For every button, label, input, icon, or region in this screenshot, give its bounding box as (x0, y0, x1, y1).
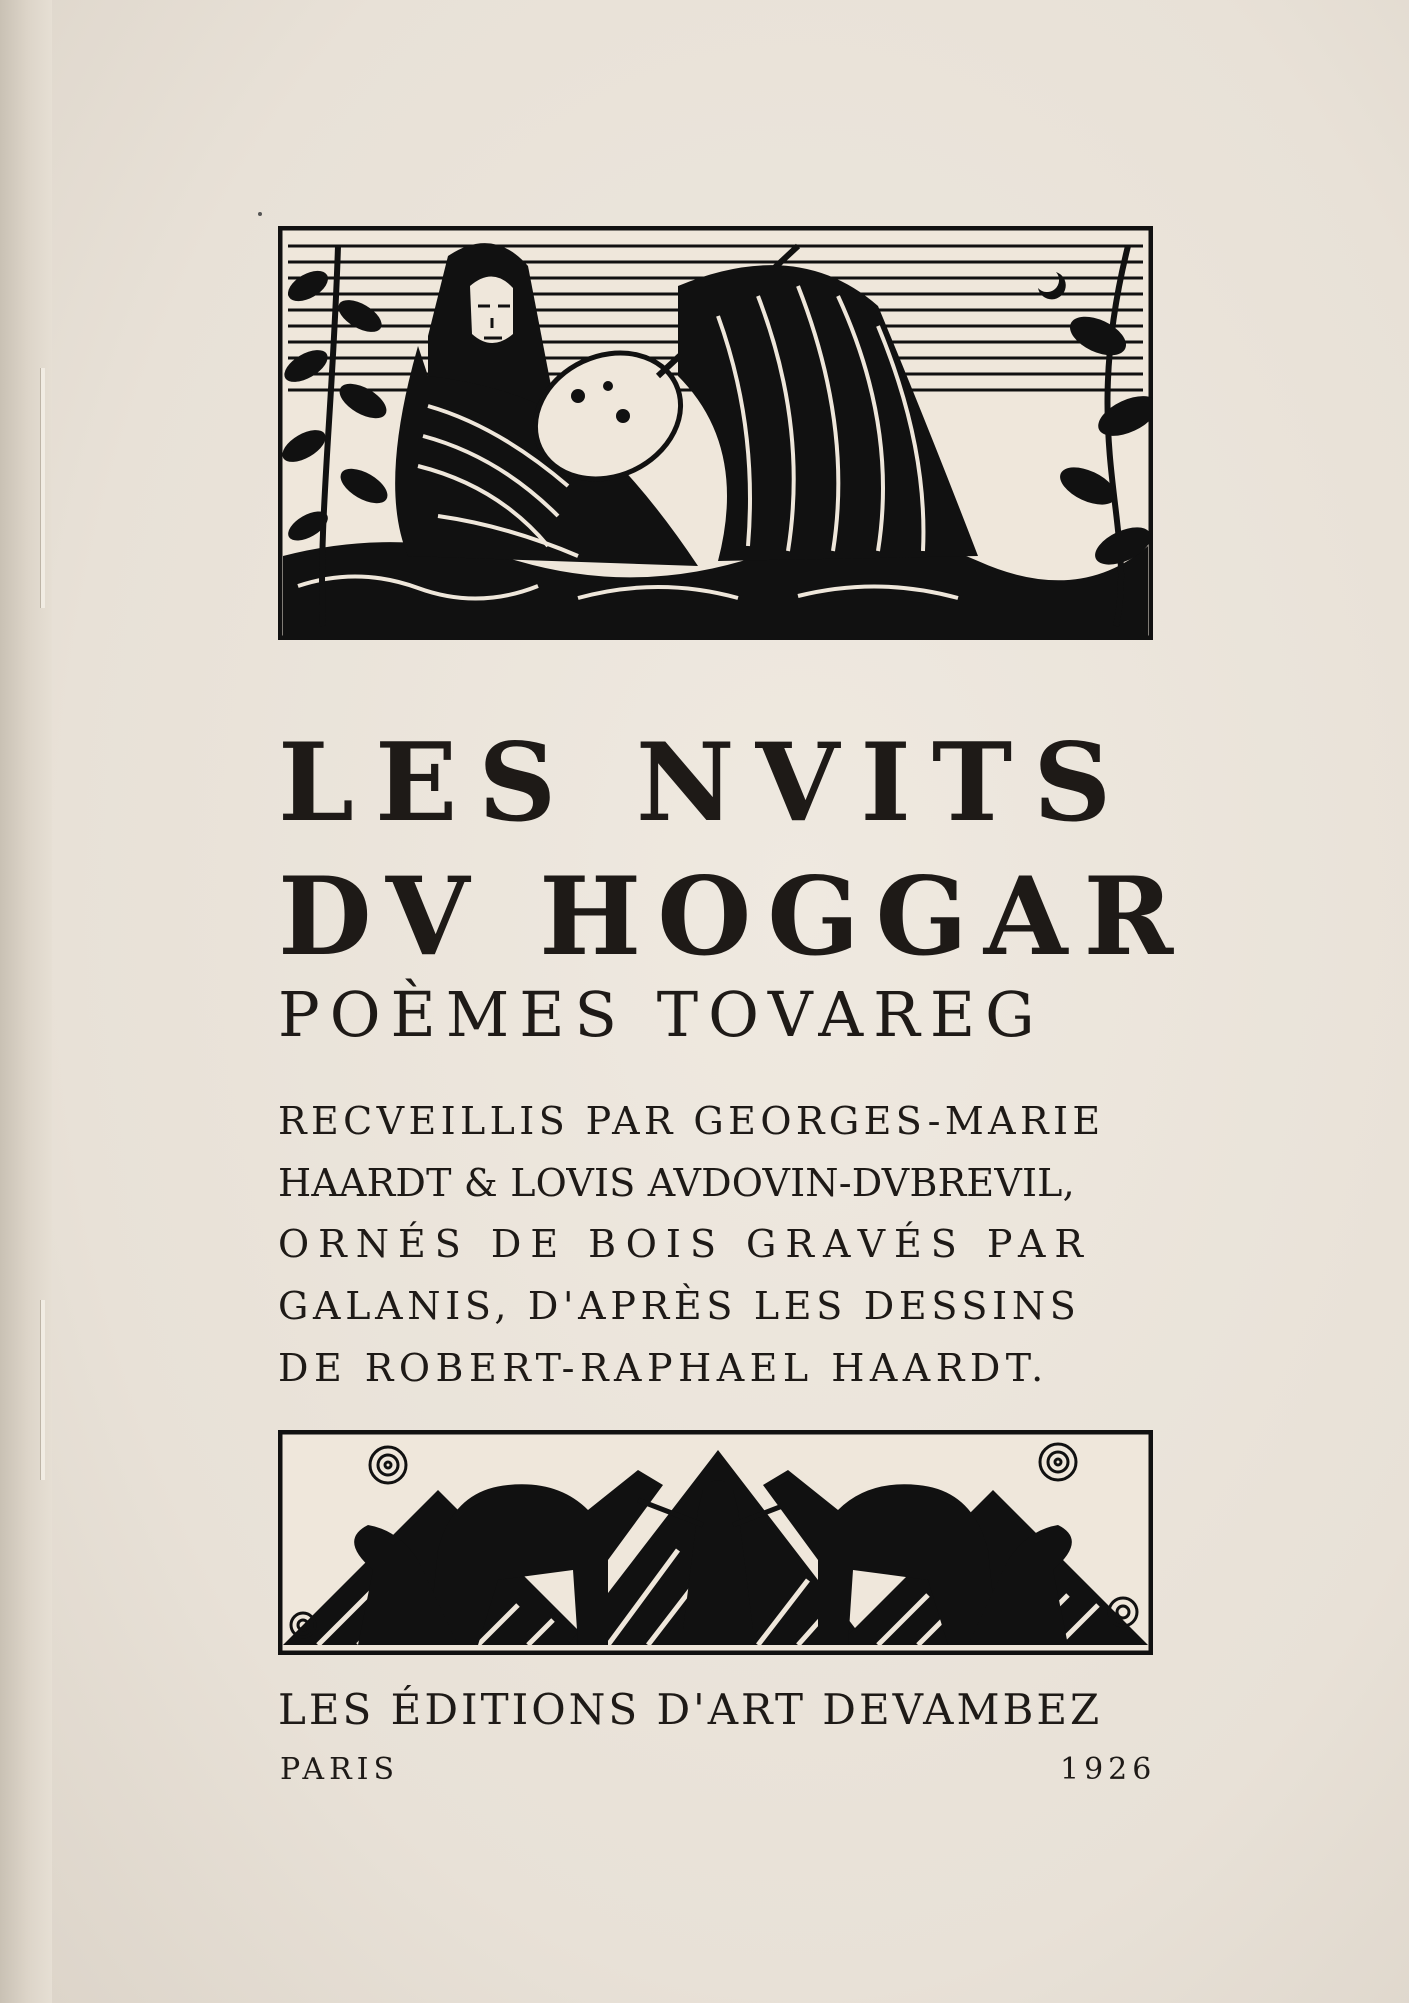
credits-line-4: GALANIS, D'APRÈS LES DESSINS (278, 1284, 1081, 1328)
woodcut-camels-illustration (278, 1430, 1153, 1655)
woodcut-musician-illustration (278, 226, 1153, 640)
credits-line-2: HAARDT & LOVIS AVDOVIN-DVBREVIL, (278, 1161, 1075, 1205)
binding-stitch (40, 1300, 45, 1480)
subtitle: POÈMES TOVAREG (278, 978, 1045, 1051)
credits-line-1: RECVEILLIS PAR GEORGES-MARIE (278, 1099, 1105, 1143)
binding-stitch (40, 368, 45, 608)
publication-city: PARIS (280, 1752, 400, 1787)
credits-line-5: DE ROBERT-RAPHAEL HAARDT. (278, 1346, 1049, 1390)
credits-line-3: ORNÉS DE BOIS GRAVÉS PAR (278, 1222, 1092, 1266)
publisher-name: LES ÉDITIONS D'ART DEVAMBEZ (278, 1685, 1103, 1734)
title-line-1: LES NVITS (278, 720, 1133, 846)
publication-year: 1926 (1060, 1752, 1157, 1787)
title-line-2: DV HOGGAR (278, 854, 1190, 980)
book-gutter (0, 0, 52, 2003)
ink-dot (258, 212, 262, 216)
